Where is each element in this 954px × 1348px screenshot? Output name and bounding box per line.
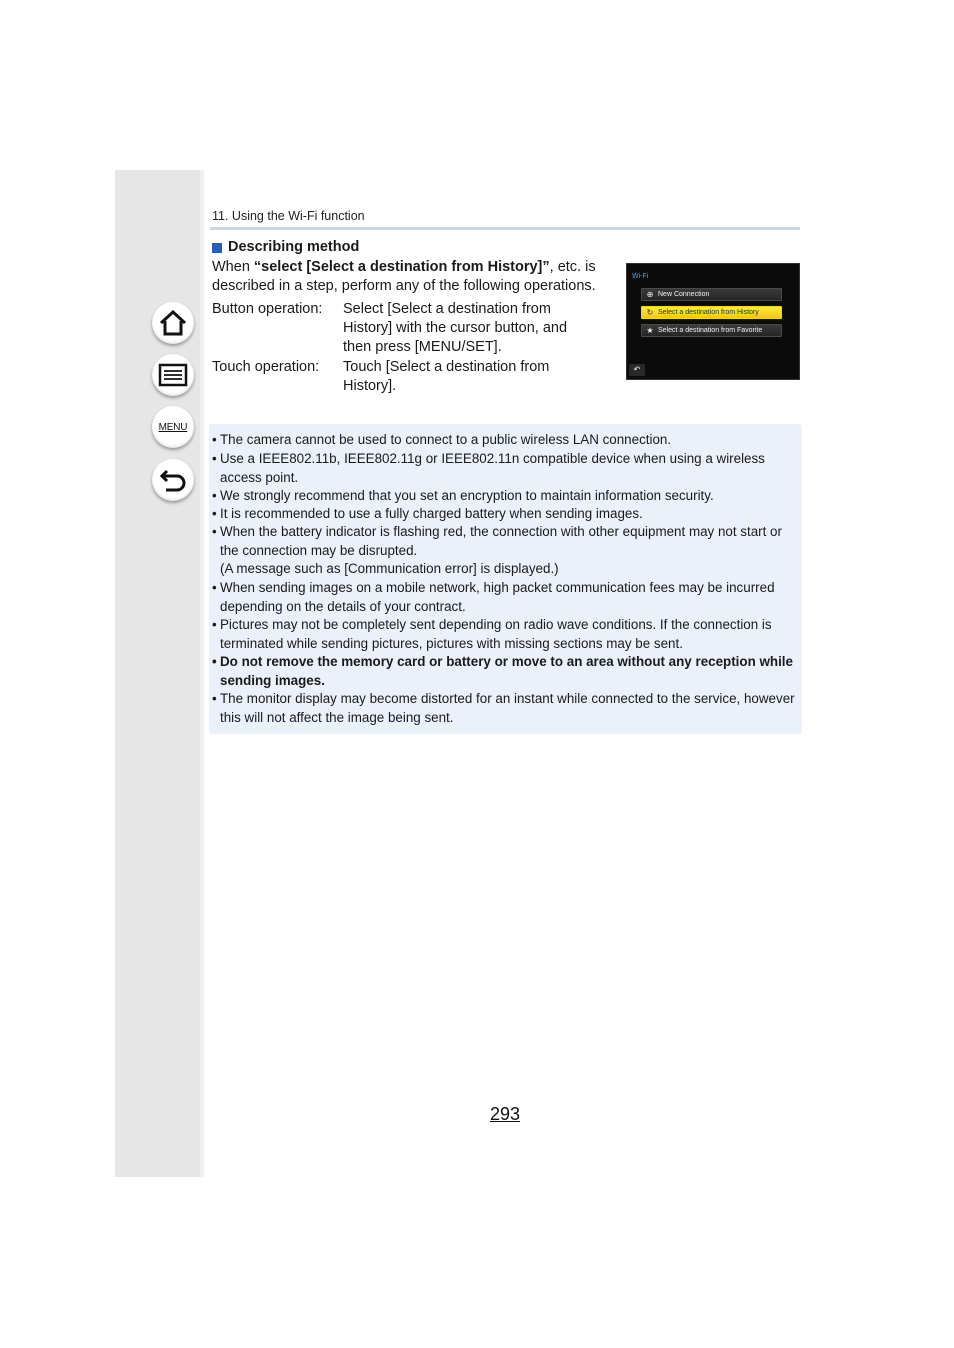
- return-icon: [158, 466, 188, 494]
- sidebar-edge: [200, 170, 204, 1177]
- note-item: • It is recommended to use a fully charged battery when sending images.: [212, 505, 800, 524]
- history-icon: ↻: [646, 308, 654, 317]
- page-number[interactable]: 293: [490, 1104, 521, 1124]
- note-item: • The camera cannot be used to connect to a public wireless LAN connection.: [212, 431, 800, 450]
- camera-menu-item-label: Select a destination from Favorite: [658, 327, 763, 334]
- chapter-title: 11. Using the Wi-Fi function: [212, 209, 365, 223]
- note-subtext: [212, 560, 800, 579]
- camera-screen-title: Wi-Fi: [632, 273, 649, 280]
- intro-paragraph: [212, 258, 612, 296]
- section-title: Describing method: [228, 239, 360, 255]
- camera-back-icon: ↶: [629, 364, 645, 376]
- camera-menu-item: [641, 324, 782, 337]
- favorite-star-icon: ★: [646, 326, 654, 335]
- note-item: • When sending images on a mobile network, high packet communication fees may be incurred depending on the details of your contract.: [212, 579, 800, 616]
- note-item: • The monitor display may become distorted for an instant while connected to the service, however this will not affect the image being sent.: [212, 690, 800, 727]
- intro-text: When: [212, 259, 254, 275]
- camera-menu-item-label: Select a destination from History: [658, 309, 759, 316]
- note-item: • When the battery indicator is flashing red, the connection with other equipment may not start or the connection may be disrupted.: [212, 523, 800, 560]
- section-heading: [212, 239, 359, 255]
- square-bullet-icon: [212, 243, 222, 253]
- touch-operation-text: Touch [Select a destination from History].: [343, 359, 550, 394]
- camera-menu-item-selected: [641, 306, 782, 319]
- camera-screen-illustration: [626, 263, 800, 380]
- intro-text-rest: , etc. is described in a step, perform any of the following operations.: [212, 259, 596, 294]
- menu-button[interactable]: [152, 406, 194, 448]
- button-operation-label: Button operation:: [212, 301, 323, 317]
- note-item-warning: • Do not remove the memory card or battery or move to an area without any reception while sending images.: [212, 653, 800, 690]
- note-item: • We strongly recommend that you set an encryption to maintain information security.: [212, 487, 800, 506]
- touch-operation-label: Touch operation:: [212, 359, 320, 375]
- home-button[interactable]: [152, 302, 194, 344]
- home-icon: [158, 309, 188, 337]
- menu-label: MENU: [158, 421, 188, 433]
- back-button[interactable]: [152, 459, 194, 501]
- note-item: • Use a IEEE802.11b, IEEE802.11g or IEEE802.11n compatible device when using a wireless access point.: [212, 450, 800, 487]
- header-rule: [210, 227, 800, 230]
- note-item: • Pictures may not be completely sent depending on radio wave conditions. If the connection is terminated while sending pictures, pictures with missing sections may be sent.: [212, 616, 800, 653]
- new-connection-icon: ⊕: [646, 290, 654, 299]
- list-icon: [158, 363, 188, 387]
- camera-menu-item: [641, 288, 782, 301]
- button-operation-text: Select [Select a destination from History] with the cursor button, and then press [MENU/SET].: [343, 301, 568, 355]
- note-subtext-text: (A message such as [Communication error] is displayed.): [220, 561, 559, 576]
- contents-button[interactable]: [152, 354, 194, 396]
- camera-menu-item-label: New Connection: [658, 291, 710, 298]
- intro-bold: “select [Select a destination from History]”: [253, 259, 550, 275]
